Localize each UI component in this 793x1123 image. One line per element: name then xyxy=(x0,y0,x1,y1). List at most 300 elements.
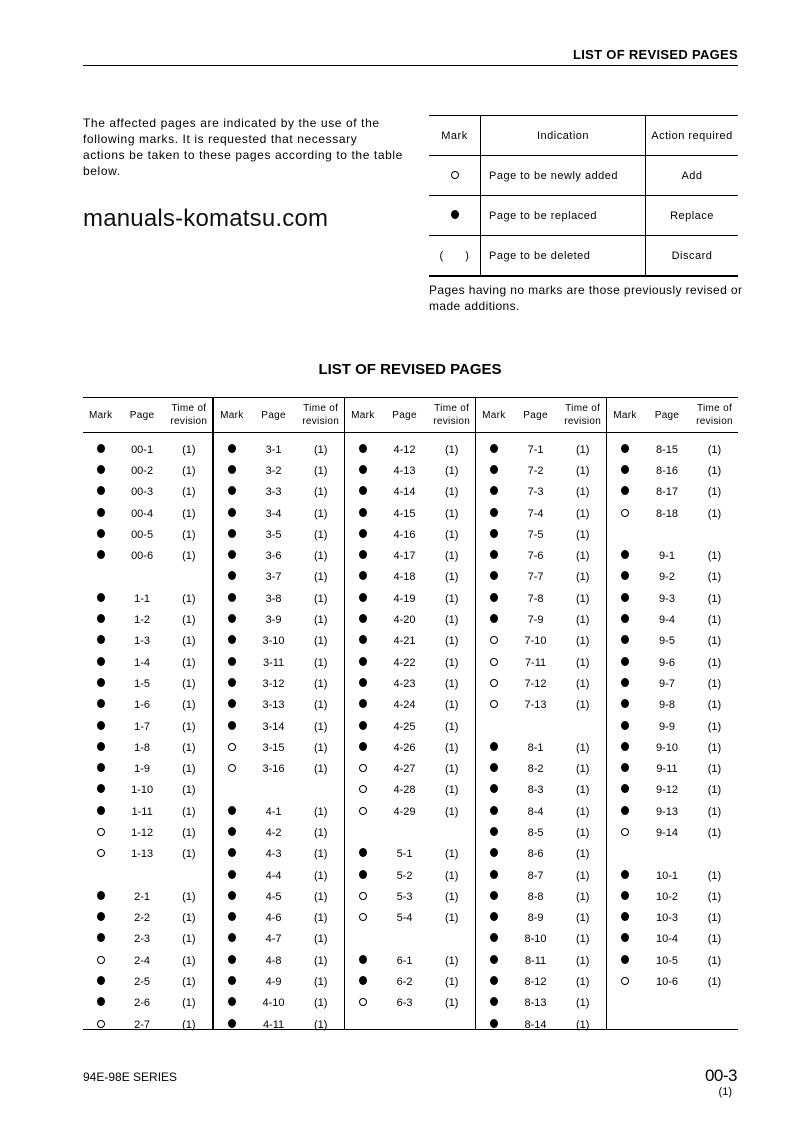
mark-cell xyxy=(345,742,381,754)
table-row xyxy=(83,695,212,716)
mark-cell xyxy=(607,465,643,477)
revision-cell: (1) xyxy=(313,614,328,627)
filled-circle-icon xyxy=(621,784,629,793)
mark-cell xyxy=(607,571,643,583)
mark-cell xyxy=(345,444,381,456)
revision-cell: (1) xyxy=(444,763,459,776)
table-row xyxy=(345,567,475,588)
page-cell: 2-5 xyxy=(134,976,151,989)
open-circle-icon xyxy=(621,977,629,985)
watermark: manuals-komatsu.com xyxy=(83,205,329,232)
revision-cell: (1) xyxy=(707,805,722,818)
revision-cell: (1) xyxy=(313,486,328,499)
filled-circle-icon xyxy=(359,848,367,857)
filled-circle-icon xyxy=(97,997,105,1006)
revision-cell: (1) xyxy=(707,763,722,776)
revision-cell: (1) xyxy=(444,507,459,520)
page-cell: 3-14 xyxy=(262,720,285,733)
revision-cell: (1) xyxy=(575,614,590,627)
mark-cell xyxy=(214,508,250,520)
mark-cell xyxy=(476,870,512,882)
header-page: Page xyxy=(523,409,548,421)
open-circle-icon xyxy=(359,913,367,921)
mark-cell xyxy=(214,657,250,669)
filled-circle-icon xyxy=(97,593,105,602)
revision-cell: (1) xyxy=(444,741,459,754)
mark-cell xyxy=(83,529,118,541)
page-cell: 4-29 xyxy=(393,805,416,818)
revision-cell: (1) xyxy=(707,933,722,946)
mark-cell xyxy=(214,955,250,967)
mark-cell xyxy=(345,593,381,605)
mark-cell xyxy=(345,486,381,498)
mark-cell xyxy=(476,1019,512,1031)
revision-cell: (1) xyxy=(707,592,722,605)
blank-row xyxy=(607,1014,738,1035)
filled-circle-icon xyxy=(621,593,629,602)
mark-cell xyxy=(476,848,512,860)
page-cell: 7-13 xyxy=(524,699,547,712)
filled-circle-icon xyxy=(228,614,236,623)
filled-circle-icon xyxy=(97,444,105,453)
table-row xyxy=(83,844,212,865)
table-row xyxy=(83,609,212,630)
filled-circle-icon xyxy=(621,870,629,879)
mark-cell xyxy=(607,550,643,562)
mark-cell xyxy=(345,806,381,818)
table-row xyxy=(214,545,344,566)
table-row xyxy=(476,908,606,929)
table-row xyxy=(607,482,738,503)
mark-cell xyxy=(214,678,250,690)
header-mark: Mark xyxy=(613,409,637,421)
mark-cell xyxy=(476,444,512,456)
filled-circle-icon xyxy=(490,614,498,623)
revision-cell: (1) xyxy=(444,677,459,690)
filled-circle-icon xyxy=(359,486,367,495)
mark-cell xyxy=(83,955,118,967)
page-cell: 1-4 xyxy=(134,656,151,669)
legend-table xyxy=(429,115,738,277)
page-cell: 1-1 xyxy=(134,592,151,605)
mark-cell xyxy=(345,870,381,882)
revision-cell: (1) xyxy=(182,1018,196,1031)
revision-cell: (1) xyxy=(313,528,328,541)
revision-cell: (1) xyxy=(313,507,328,520)
filled-circle-icon xyxy=(359,721,367,730)
mark-cell xyxy=(214,742,250,754)
revision-cell: (1) xyxy=(575,912,590,925)
page-cell: 00-1 xyxy=(131,443,154,456)
revision-cell: (1) xyxy=(444,869,459,882)
page-cell: 4-17 xyxy=(393,550,416,563)
filled-circle-icon xyxy=(621,614,629,623)
revision-cell: (1) xyxy=(182,635,196,648)
table-row xyxy=(476,993,606,1014)
mark-cell xyxy=(607,635,643,647)
table-row xyxy=(476,971,606,992)
filled-circle-icon xyxy=(97,486,105,495)
page-cell: 2-4 xyxy=(134,954,151,967)
page-cell: 00-2 xyxy=(131,464,154,477)
page-cell: 4-7 xyxy=(265,933,282,946)
table-row xyxy=(214,482,344,503)
table-row xyxy=(83,524,212,545)
filled-circle-icon xyxy=(97,933,105,942)
page-cell: 9-4 xyxy=(659,614,675,627)
filled-circle-icon xyxy=(490,997,498,1006)
filled-circle-icon xyxy=(228,465,236,474)
filled-circle-icon xyxy=(490,742,498,751)
revision-cell: (1) xyxy=(444,571,459,584)
open-circle-icon xyxy=(359,785,367,793)
column-group xyxy=(214,398,345,1029)
filled-circle-icon xyxy=(359,955,367,964)
header-time-line2: revision xyxy=(170,416,208,427)
filled-circle-icon xyxy=(490,571,498,580)
filled-circle-icon xyxy=(359,593,367,602)
note-text: Pages having no marks are those previously revised or made additions. xyxy=(429,283,743,313)
filled-circle-icon xyxy=(228,699,236,708)
filled-circle-icon xyxy=(359,550,367,559)
filled-circle-icon xyxy=(621,721,629,730)
legend-row-discard xyxy=(429,236,738,277)
mark-cell xyxy=(83,912,118,924)
filled-circle-icon xyxy=(490,827,498,836)
table-row xyxy=(83,482,212,503)
revision-cell: (1) xyxy=(444,656,459,669)
filled-circle-icon xyxy=(490,912,498,921)
revision-cell: (1) xyxy=(313,571,328,584)
revision-cell: (1) xyxy=(313,890,328,903)
filled-circle-icon xyxy=(621,657,629,666)
table-row xyxy=(83,503,212,524)
filled-circle-icon xyxy=(359,742,367,751)
page-cell: 3-11 xyxy=(262,656,285,669)
column-header xyxy=(607,398,738,433)
mark-cell xyxy=(607,486,643,498)
mark-cell xyxy=(345,571,381,583)
page-cell: 10-4 xyxy=(655,933,679,946)
open-circle-icon xyxy=(97,956,105,964)
revision-cell: (1) xyxy=(575,784,590,797)
mark-cell xyxy=(83,763,118,775)
page-cell: 4-3 xyxy=(265,848,282,861)
mark-cell xyxy=(476,933,512,945)
legend-indication: Page to be deleted xyxy=(481,236,646,277)
revision-cell: (1) xyxy=(575,699,590,712)
table-row xyxy=(607,545,738,566)
page-cell: 00-6 xyxy=(131,550,154,563)
page-cell: 3-15 xyxy=(262,741,285,754)
table-row xyxy=(214,673,344,694)
page-cell: 5-2 xyxy=(396,869,413,882)
revision-cell: (1) xyxy=(707,656,722,669)
table-row xyxy=(345,758,475,779)
filled-circle-icon xyxy=(97,657,105,666)
page-cell: 9-8 xyxy=(659,699,675,712)
filled-circle-icon xyxy=(490,465,498,474)
page-cell: 9-6 xyxy=(659,656,675,669)
revision-cell: (1) xyxy=(707,954,722,967)
page-cell: 3-3 xyxy=(265,486,282,499)
mark-cell xyxy=(607,784,643,796)
table-row xyxy=(83,439,212,460)
header-title: LIST OF REVISED PAGES xyxy=(573,47,738,62)
mark-cell xyxy=(83,933,118,945)
mark-cell xyxy=(214,529,250,541)
table-row xyxy=(345,524,475,545)
mark-cell xyxy=(345,635,381,647)
mark-cell xyxy=(83,1019,118,1031)
mark-cell xyxy=(607,657,643,669)
revision-cell: (1) xyxy=(313,1018,328,1031)
page-cell: 9-12 xyxy=(655,784,679,797)
revision-cell: (1) xyxy=(313,656,328,669)
page-cell: 10-1 xyxy=(655,869,679,882)
legend-indication: Page to be replaced xyxy=(481,196,646,236)
revision-cell: (1) xyxy=(707,741,722,754)
page-cell: 4-19 xyxy=(393,592,416,605)
revision-cell: (1) xyxy=(182,528,196,541)
table-row xyxy=(83,780,212,801)
table-row xyxy=(476,950,606,971)
filled-circle-icon xyxy=(359,976,367,985)
revision-cell: (1) xyxy=(444,784,459,797)
revision-cell: (1) xyxy=(575,763,590,776)
page-cell: 8-10 xyxy=(524,933,547,946)
header-time-line1: Time of xyxy=(434,403,470,414)
page-cell: 4-26 xyxy=(393,741,416,754)
revision-cell: (1) xyxy=(707,677,722,690)
legend-indication: Page to be newly added xyxy=(481,156,646,196)
table-row xyxy=(476,929,606,950)
table-row xyxy=(345,609,475,630)
table-row xyxy=(214,609,344,630)
table-row xyxy=(214,524,344,545)
open-circle-icon xyxy=(97,828,105,836)
page-cell: 4-27 xyxy=(393,763,416,776)
blank-row xyxy=(607,993,738,1014)
mark-cell xyxy=(214,933,250,945)
revision-cell: (1) xyxy=(182,933,196,946)
mark-cell xyxy=(83,699,118,711)
table-row xyxy=(476,1014,606,1035)
blank-row xyxy=(607,524,738,545)
filled-circle-icon xyxy=(490,444,498,453)
legend-header-action: Action required xyxy=(646,116,739,156)
table-row xyxy=(83,971,212,992)
mark-cell xyxy=(214,699,250,711)
page-cell: 1-6 xyxy=(134,699,151,712)
page-cell: 4-10 xyxy=(262,997,285,1010)
table-row xyxy=(476,567,606,588)
page-cell: 9-11 xyxy=(656,763,678,776)
header-page: Page xyxy=(129,409,155,421)
mark-cell xyxy=(476,529,512,541)
table-row xyxy=(345,993,475,1014)
mark-cell xyxy=(214,721,250,733)
revision-cell: (1) xyxy=(182,464,196,477)
mark-cell xyxy=(476,593,512,605)
table-row xyxy=(83,993,212,1014)
column-header xyxy=(83,398,212,433)
filled-circle-icon xyxy=(359,699,367,708)
revision-cell: (1) xyxy=(313,933,328,946)
column-group xyxy=(476,398,607,1029)
page-cell: 00-3 xyxy=(131,486,154,499)
revision-cell: (1) xyxy=(575,550,590,563)
table-row xyxy=(83,1014,212,1035)
filled-circle-icon xyxy=(621,763,629,772)
mark-cell xyxy=(607,933,643,945)
mark-cell xyxy=(476,486,512,498)
open-circle-icon xyxy=(228,764,236,772)
filled-circle-icon xyxy=(97,891,105,900)
page-cell: 4-25 xyxy=(393,720,416,733)
table-row xyxy=(476,524,606,545)
table-row xyxy=(345,673,475,694)
legend-row-replace xyxy=(429,196,738,236)
mark-cell xyxy=(214,827,250,839)
table-row xyxy=(83,737,212,758)
table-row xyxy=(476,822,606,843)
page-cell: 3-4 xyxy=(265,507,282,520)
mark-cell xyxy=(214,891,250,903)
page-cell: 9-10 xyxy=(655,741,679,754)
revision-cell: (1) xyxy=(444,614,459,627)
revision-cell: (1) xyxy=(444,592,459,605)
revision-cell: (1) xyxy=(444,805,459,818)
table-row xyxy=(476,844,606,865)
page-cell: 2-2 xyxy=(134,912,151,925)
page-cell: 7-3 xyxy=(527,486,544,499)
table-row xyxy=(607,886,738,907)
revision-cell: (1) xyxy=(313,826,328,839)
revision-cell: (1) xyxy=(182,890,196,903)
table-row xyxy=(83,588,212,609)
mark-cell xyxy=(607,806,643,818)
mark-cell xyxy=(476,784,512,796)
table-row xyxy=(214,950,344,971)
mark-cell xyxy=(476,550,512,562)
revision-cell: (1) xyxy=(182,550,196,563)
filled-circle-icon xyxy=(97,784,105,793)
mark-cell xyxy=(476,699,512,711)
mark-cell xyxy=(607,955,643,967)
column-header xyxy=(214,398,344,433)
filled-circle-icon xyxy=(359,678,367,687)
table-row xyxy=(476,886,606,907)
table-row xyxy=(476,780,606,801)
filled-circle-icon xyxy=(490,955,498,964)
revision-cell: (1) xyxy=(182,741,196,754)
header-mark: Mark xyxy=(351,409,375,421)
page-cell: 8-4 xyxy=(527,805,544,818)
page-cell: 4-8 xyxy=(265,954,282,967)
revision-cell: (1) xyxy=(707,443,722,456)
filled-circle-icon xyxy=(97,465,105,474)
legend-header-mark: Mark xyxy=(429,116,481,156)
mark-cell xyxy=(214,763,250,775)
page-cell: 7-4 xyxy=(527,507,544,520)
mark-cell xyxy=(476,465,512,477)
header-time-line2: revision xyxy=(564,416,602,427)
table-row xyxy=(345,971,475,992)
table-row xyxy=(607,801,738,822)
footer-series: 94E-98E SERIES xyxy=(83,1070,178,1084)
table-row xyxy=(476,695,606,716)
table-row xyxy=(476,673,606,694)
mark-cell xyxy=(345,678,381,690)
page-cell: 1-10 xyxy=(131,784,154,797)
filled-circle-icon xyxy=(359,657,367,666)
page-cell: 9-9 xyxy=(659,720,675,733)
column-header xyxy=(476,398,606,433)
mark-cell xyxy=(83,465,118,477)
header-time-line2: revision xyxy=(696,416,733,427)
table-row xyxy=(214,439,344,460)
table-row xyxy=(345,503,475,524)
mark-cell xyxy=(607,763,643,775)
revision-cell: (1) xyxy=(182,443,196,456)
open-circle-icon xyxy=(621,509,629,517)
page-cell: 3-10 xyxy=(262,635,285,648)
page-cell: 4-13 xyxy=(393,464,416,477)
table-row xyxy=(607,631,738,652)
mark-cell xyxy=(345,784,381,796)
table-row xyxy=(607,588,738,609)
filled-circle-icon xyxy=(490,763,498,772)
column-body xyxy=(476,433,606,1035)
page-cell: 4-18 xyxy=(393,571,416,584)
mark-cell xyxy=(607,912,643,924)
mark-cell xyxy=(476,508,512,520)
column-group xyxy=(345,398,476,1029)
revision-cell: (1) xyxy=(182,954,196,967)
page-cell: 4-23 xyxy=(393,677,416,690)
filled-circle-icon xyxy=(359,870,367,879)
page-cell: 7-5 xyxy=(527,528,544,541)
filled-circle-icon xyxy=(359,508,367,517)
filled-circle-icon xyxy=(97,529,105,538)
mark-cell xyxy=(607,593,643,605)
table-row xyxy=(214,844,344,865)
table-row xyxy=(83,758,212,779)
legend-action: Replace xyxy=(646,196,739,236)
table-row xyxy=(607,929,738,950)
table-row xyxy=(345,865,475,886)
header-mark: Mark xyxy=(89,409,113,421)
header-mark: Mark xyxy=(482,409,506,421)
mark-cell xyxy=(476,891,512,903)
filled-circle-icon xyxy=(490,1019,498,1028)
header-time-line1: Time of xyxy=(303,403,339,414)
mark-cell xyxy=(83,827,118,839)
page-cell: 8-5 xyxy=(527,826,544,839)
page-cell: 2-6 xyxy=(134,997,151,1010)
page-cell: 1-2 xyxy=(134,614,151,627)
table-row xyxy=(476,865,606,886)
page-cell: 4-9 xyxy=(265,976,282,989)
page-cell: 4-20 xyxy=(393,614,416,627)
mark-cell xyxy=(345,508,381,520)
table-row xyxy=(476,758,606,779)
legend-row-add xyxy=(429,156,738,196)
revision-cell: (1) xyxy=(313,805,328,818)
mark-cell xyxy=(83,486,118,498)
revision-cell: (1) xyxy=(313,912,328,925)
